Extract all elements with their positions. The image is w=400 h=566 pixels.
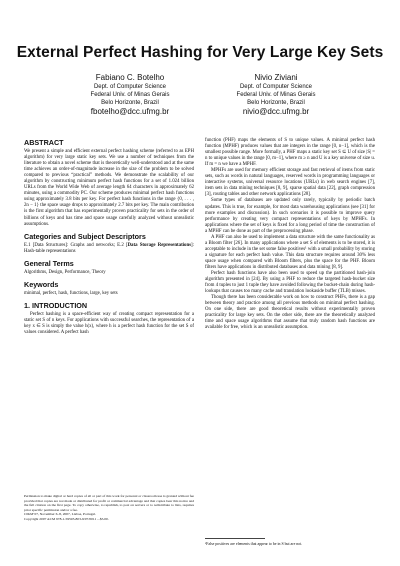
permission-text: Permission to make digital or hard copies of all or part of this work for personal or classroom use is granted without fee provided that copies are not made or distributed for profit or commercial advantage and that copies bear this notice and the full citation on the first page. To copy otherwise, to republish, to post on servers or to redistribute to lists, requires prior specific permission and/or a fee. xyxy=(24,494,194,512)
permission-notice xyxy=(24,494,194,521)
author-univ: Federal Univ. of Minas Gerais xyxy=(90,92,170,98)
author-block xyxy=(60,73,200,117)
categories-text xyxy=(24,243,194,255)
author-name: Fabiano C. Botelho xyxy=(95,73,165,82)
body-paragraph: Though there has been considerable work on how to construct PHFs, there is a gap between theory and practice among all previous methods on minimal perfect hashing. On one side, there are good theoretical results without experimentally proven practicality for large key sets. On the other side, there are the theoretically analyzed time and space usage algorithms that assume that truly random hash functions are available for free, which is an unrealistic assumption. xyxy=(205,295,375,331)
abstract-text: We present a simple and efficient external perfect hashing scheme (referred to as EPH algorithm) for very large static key sets. We use a number of techniques from the literature to obtain a novel scheme that is theoretically well-understood and at the same time achieves an order-of-magnitude increase in the size of the problem to be solved compared to previous “practical” methods. We demonstrate the scalability of our algorithm by constructing minimum perfect hash functions for a set of 1.024 billion URLs from the World Wide Web of average length 64 characters in approximately 62 minutes, using a commodity PC. Our scheme produces minimal perfect hash functions using approximately 3.8 bits per key. For perfect hash functions in the range {0, . . . , 2n − 1} the space usage drops to approximately 2.7 bits per key. The main contribution is the first algorithm that has experimentally proven practicality for sets in the order of billions of keys and has time and space usage carefully analyzed without unrealistic assumptions. xyxy=(24,149,194,227)
author-block xyxy=(206,73,346,117)
abstract-heading: ABSTRACT xyxy=(24,138,64,147)
left-column xyxy=(24,138,194,336)
body-paragraph: MPHFs are used for memory efficient storage and fast retrieval of items from static sets, such as words in natural languages, reserved words in programming languages or interactive systems, universal resource locations (URLs) in web search engines [7], item sets in data mining techniques [8, 9], sparse spatial data [22], graph compression [3], routing tables and other network applications [28]. xyxy=(205,168,375,198)
conference-line: CIKM’07, November 6–8, 2007, Lisboa, Portugal. xyxy=(24,512,96,516)
categories-heading: Categories and Subject Descriptors xyxy=(24,231,146,241)
body-paragraph: Some types of databases are updated only rarely, typically by periodic batch updates. This is true, for example, for most data warehousing applications (see [31] for more examples and discussion). In such scenarios it is possible to improve query performance by creating very compact representations of keys by MPHFs. In applications where the set of keys is fixed for a long period of time the construction of a MPHF can be done as part of the preprocessing phase. xyxy=(205,198,375,234)
categories-text-part: ]: Hash-table representations xyxy=(24,242,194,254)
author-city: Belo Horizonte, Brazil xyxy=(101,100,159,106)
right-column xyxy=(205,138,375,332)
author-dept: Dept. of Computer Science xyxy=(93,84,167,90)
introduction-text: Perfect hashing is a space-efficient way of creating compact representation for a static set S of n keys. For applications with successful searches, the representation of a key x ∈ S is simply the value h(x), where h is a perfect hash function for the set S of values considered. A perfect hash xyxy=(24,311,194,335)
general-terms-text: Algorithms, Design, Performance, Theory xyxy=(24,269,106,275)
keywords-text: minimal, perfect, hash, functions, large, key sets xyxy=(24,290,118,296)
author-name: Nivio Ziviani xyxy=(254,73,298,82)
author-city: Belo Horizonte, Brazil xyxy=(247,100,305,106)
author-email: fbotelho@dcc.ufmg.br xyxy=(90,107,170,116)
author-univ: Federal Univ. of Minas Gerais xyxy=(236,92,316,98)
body-paragraph: Perfect hash functions have also been used to speed up the partitioned hash-join algorithm presented in [24]. By using a PHF to reduce the targeted hash-bucket size from 4 tuples to just 1 tuple they have avoided following the bucket-chain during hash-lookups that causes too many cache and translation lookaside buffer (TLB) misses. xyxy=(205,271,375,295)
body-paragraph: A PHF can also be used to implement a data structure with the same functionality as a Bloom filter [26]. In many applications where a set S of elements is to be stored, it is acceptable to include in the set some false positives¹ with a small probability by storing a signature for each perfect hash value. This data structure requires around 30% less space usage when compared with Bloom filters, plus the space for the PHF. Bloom filters have applications in distributed databases and data mining [8, 9]. xyxy=(205,234,375,270)
copyright-line: Copyright 2007 ACM 978-1-59593-803-9/07/0011 ...$5.00. xyxy=(24,516,109,521)
author-email: nivio@dcc.ufmg.br xyxy=(242,107,310,116)
body-paragraph: function (PHF) maps the elements of S to unique values. A minimal perfect hash function (MPHF) produces values that are integers in the range [0, n−1], which is the smallest possible range. More formally, a PHF maps a static key set S ⊆ U of size |S| = n to unique values in the range [0, m−1], where m ≥ n and U is a key universe of size u. If m = n we have a MPHF. xyxy=(205,138,375,168)
categories-text-part: E.1 [Data Structures]: Graphs and networks; E.2 [ xyxy=(24,242,128,248)
introduction-heading: 1. INTRODUCTION xyxy=(24,300,88,310)
categories-bold: Data Storage Representations xyxy=(127,242,192,248)
footnote-rule xyxy=(205,538,265,539)
general-terms-heading: General Terms xyxy=(24,258,74,268)
keywords-heading: Keywords xyxy=(24,279,59,289)
paper-title: External Perfect Hashing for Very Large Key Sets xyxy=(16,44,384,61)
footnote: ¹False positives are elements that appear to be in S but are not. xyxy=(205,542,303,546)
author-dept: Dept. of Computer Science xyxy=(239,84,313,90)
